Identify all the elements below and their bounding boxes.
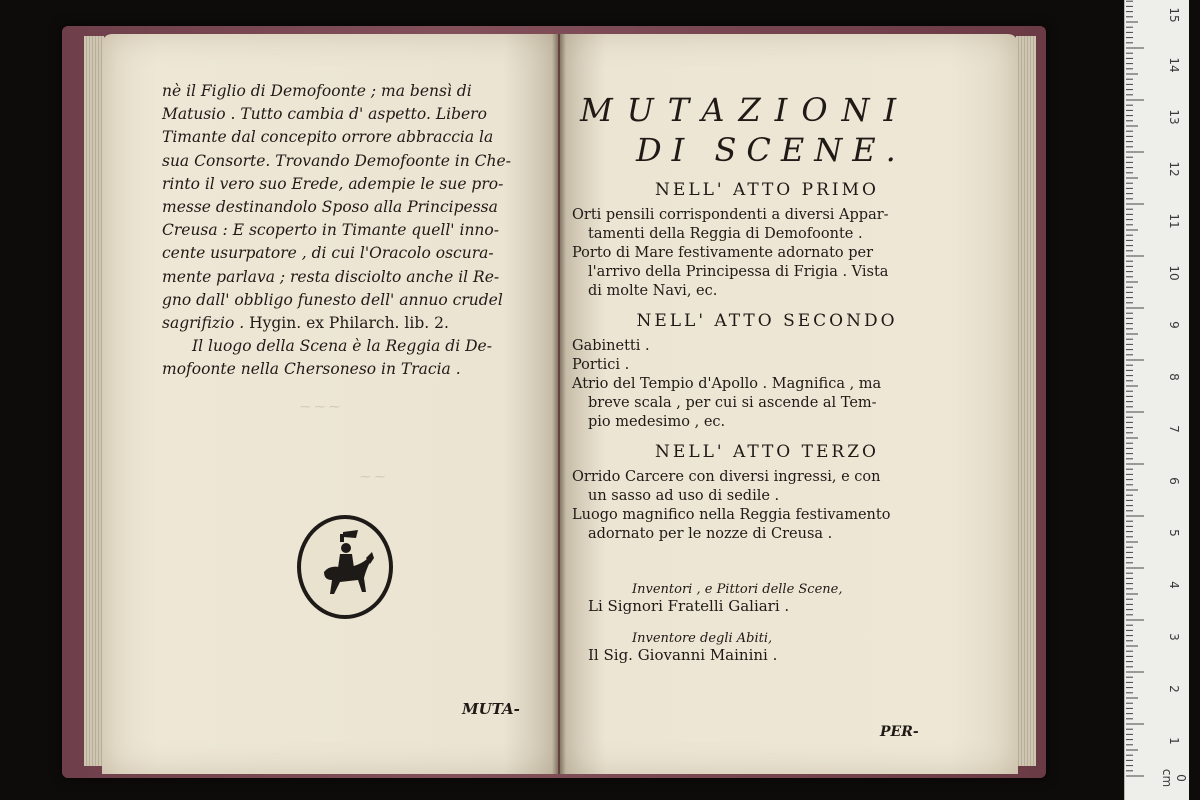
left-line: Matusio . Tutto cambia d' aspetto. Libero: [162, 105, 487, 124]
entry-line: Atrio del Tempio d'Apollo . Magnifica , ma: [572, 376, 882, 392]
left-line: gno dall' obbligo funesto dell' annuo crudel: [162, 290, 503, 309]
scene-entry: [572, 206, 962, 244]
credit-role: Inventori , e Pittori delle Scene,: [632, 582, 843, 597]
entry-line: adornato per le nozze di Creusa .: [588, 526, 833, 542]
scene-entry: [572, 468, 962, 506]
credit-role: Inventore degli Abiti,: [632, 631, 773, 646]
right-page-edges: [1016, 36, 1036, 766]
entry-line: Orti pensili corrispondenti a diversi Appar-: [572, 207, 889, 223]
ruler-label: 12: [1167, 161, 1181, 177]
right-catchword: PER-: [880, 724, 919, 740]
source-citation: Hygin. ex Philarch. lib. 2.: [249, 314, 449, 333]
ruler-label: 13: [1167, 109, 1181, 125]
ruler-label: 10: [1167, 265, 1181, 281]
entry-line: tamenti della Reggia di Demofoonte .: [588, 226, 863, 242]
measurement-ruler: [1124, 0, 1189, 800]
entry-line: Orrido Carcere con diversi ingressi, e con: [572, 469, 881, 485]
act-heading: NELL' ATTO PRIMO: [655, 180, 879, 200]
page-title: MUTAZIONI: [580, 91, 911, 129]
left-line: Creusa : E scoperto in Timante quell' inno-: [162, 221, 499, 240]
ruler-label: 8: [1167, 373, 1181, 381]
left-line: Timante dal concepito orrore abbraccia la: [162, 128, 494, 147]
left-line: messe destinandolo Sposo alla Principessa: [162, 198, 498, 217]
credit-name: Il Sig. Giovanni Mainini .: [588, 646, 778, 664]
left-line: nè il Figlio di Demofoonte ; ma bensì di: [162, 82, 472, 100]
book-gutter: [552, 34, 566, 774]
scene-entry: [572, 337, 962, 356]
left-page-text: [162, 80, 546, 382]
credit-name: Li Signori Fratelli Galiari .: [588, 597, 790, 615]
credits: [572, 582, 962, 664]
act-section: [572, 442, 962, 544]
ruler-label: 4: [1167, 581, 1181, 589]
left-catchword: MUTA-: [462, 700, 520, 718]
act-section: [572, 311, 962, 432]
scene-line: mofoonte nella Chersoneso in Tracia .: [162, 360, 461, 379]
left-line: cente usurpatore , di cui l'Oracolo oscura-: [162, 244, 494, 263]
ruler-label: 1: [1167, 737, 1181, 745]
left-line-last: [162, 312, 546, 335]
scene-entry: [572, 506, 962, 544]
left-line-italic: sagrifizio .: [162, 314, 245, 333]
entry-line: pio medesimo , ec.: [588, 414, 726, 430]
left-line: mente parlava ; resta disciolto anche il Re-: [162, 267, 500, 286]
left-line: sua Consorte. Trovando Demofoonte in Che-: [162, 151, 511, 170]
left-page-edges: [84, 36, 104, 766]
horse-rider-icon: [310, 528, 380, 606]
scene-entry: [572, 244, 962, 301]
ruler-label: 2: [1167, 685, 1181, 693]
entry-line: Porto di Mare festivamente adornato per: [572, 245, 874, 261]
ruler-label: 11: [1167, 213, 1181, 229]
entry-line: Portici .: [572, 357, 630, 373]
left-line: rinto il vero suo Erede, adempie le sue pro-: [162, 174, 504, 193]
entry-line: di molte Navi, ec.: [588, 283, 718, 299]
entry-line: l'arrivo della Principessa di Frigia . Vista: [588, 264, 889, 280]
page-subtitle: DI SCENE.: [636, 131, 906, 169]
scene-entry: [572, 356, 962, 375]
entry-line: un sasso ad uso di sedile .: [588, 488, 780, 504]
library-stamp: [297, 515, 393, 619]
ruler-label: 3: [1167, 633, 1181, 641]
scene-line: Il luogo della Scena è la Reggia di De-: [192, 337, 492, 356]
scene-entry: [572, 375, 962, 432]
ruler-label: 15: [1167, 7, 1181, 23]
entry-line: Gabinetti .: [572, 338, 650, 354]
bleed-through-mark: ⁓ ⁓ ⁓: [300, 400, 340, 413]
entry-line: Luogo magnifico nella Reggia festivamento: [572, 507, 891, 523]
bleed-through-mark: ⁓ ⁓: [360, 470, 386, 483]
ruler-label: 0 cm: [1160, 768, 1188, 788]
entry-line: breve scala , per cui si ascende al Tem-: [588, 395, 877, 411]
act-heading: NELL' ATTO SECONDO: [636, 311, 898, 331]
act-section: [572, 180, 962, 301]
ruler-label: 7: [1167, 425, 1181, 433]
ruler-label: 6: [1167, 477, 1181, 485]
ruler-label: 5: [1167, 529, 1181, 537]
ruler-label: 9: [1167, 321, 1181, 329]
ruler-label: 14: [1167, 57, 1181, 73]
act-heading: NELL' ATTO TERZO: [655, 442, 879, 462]
right-page-text: [572, 90, 962, 664]
